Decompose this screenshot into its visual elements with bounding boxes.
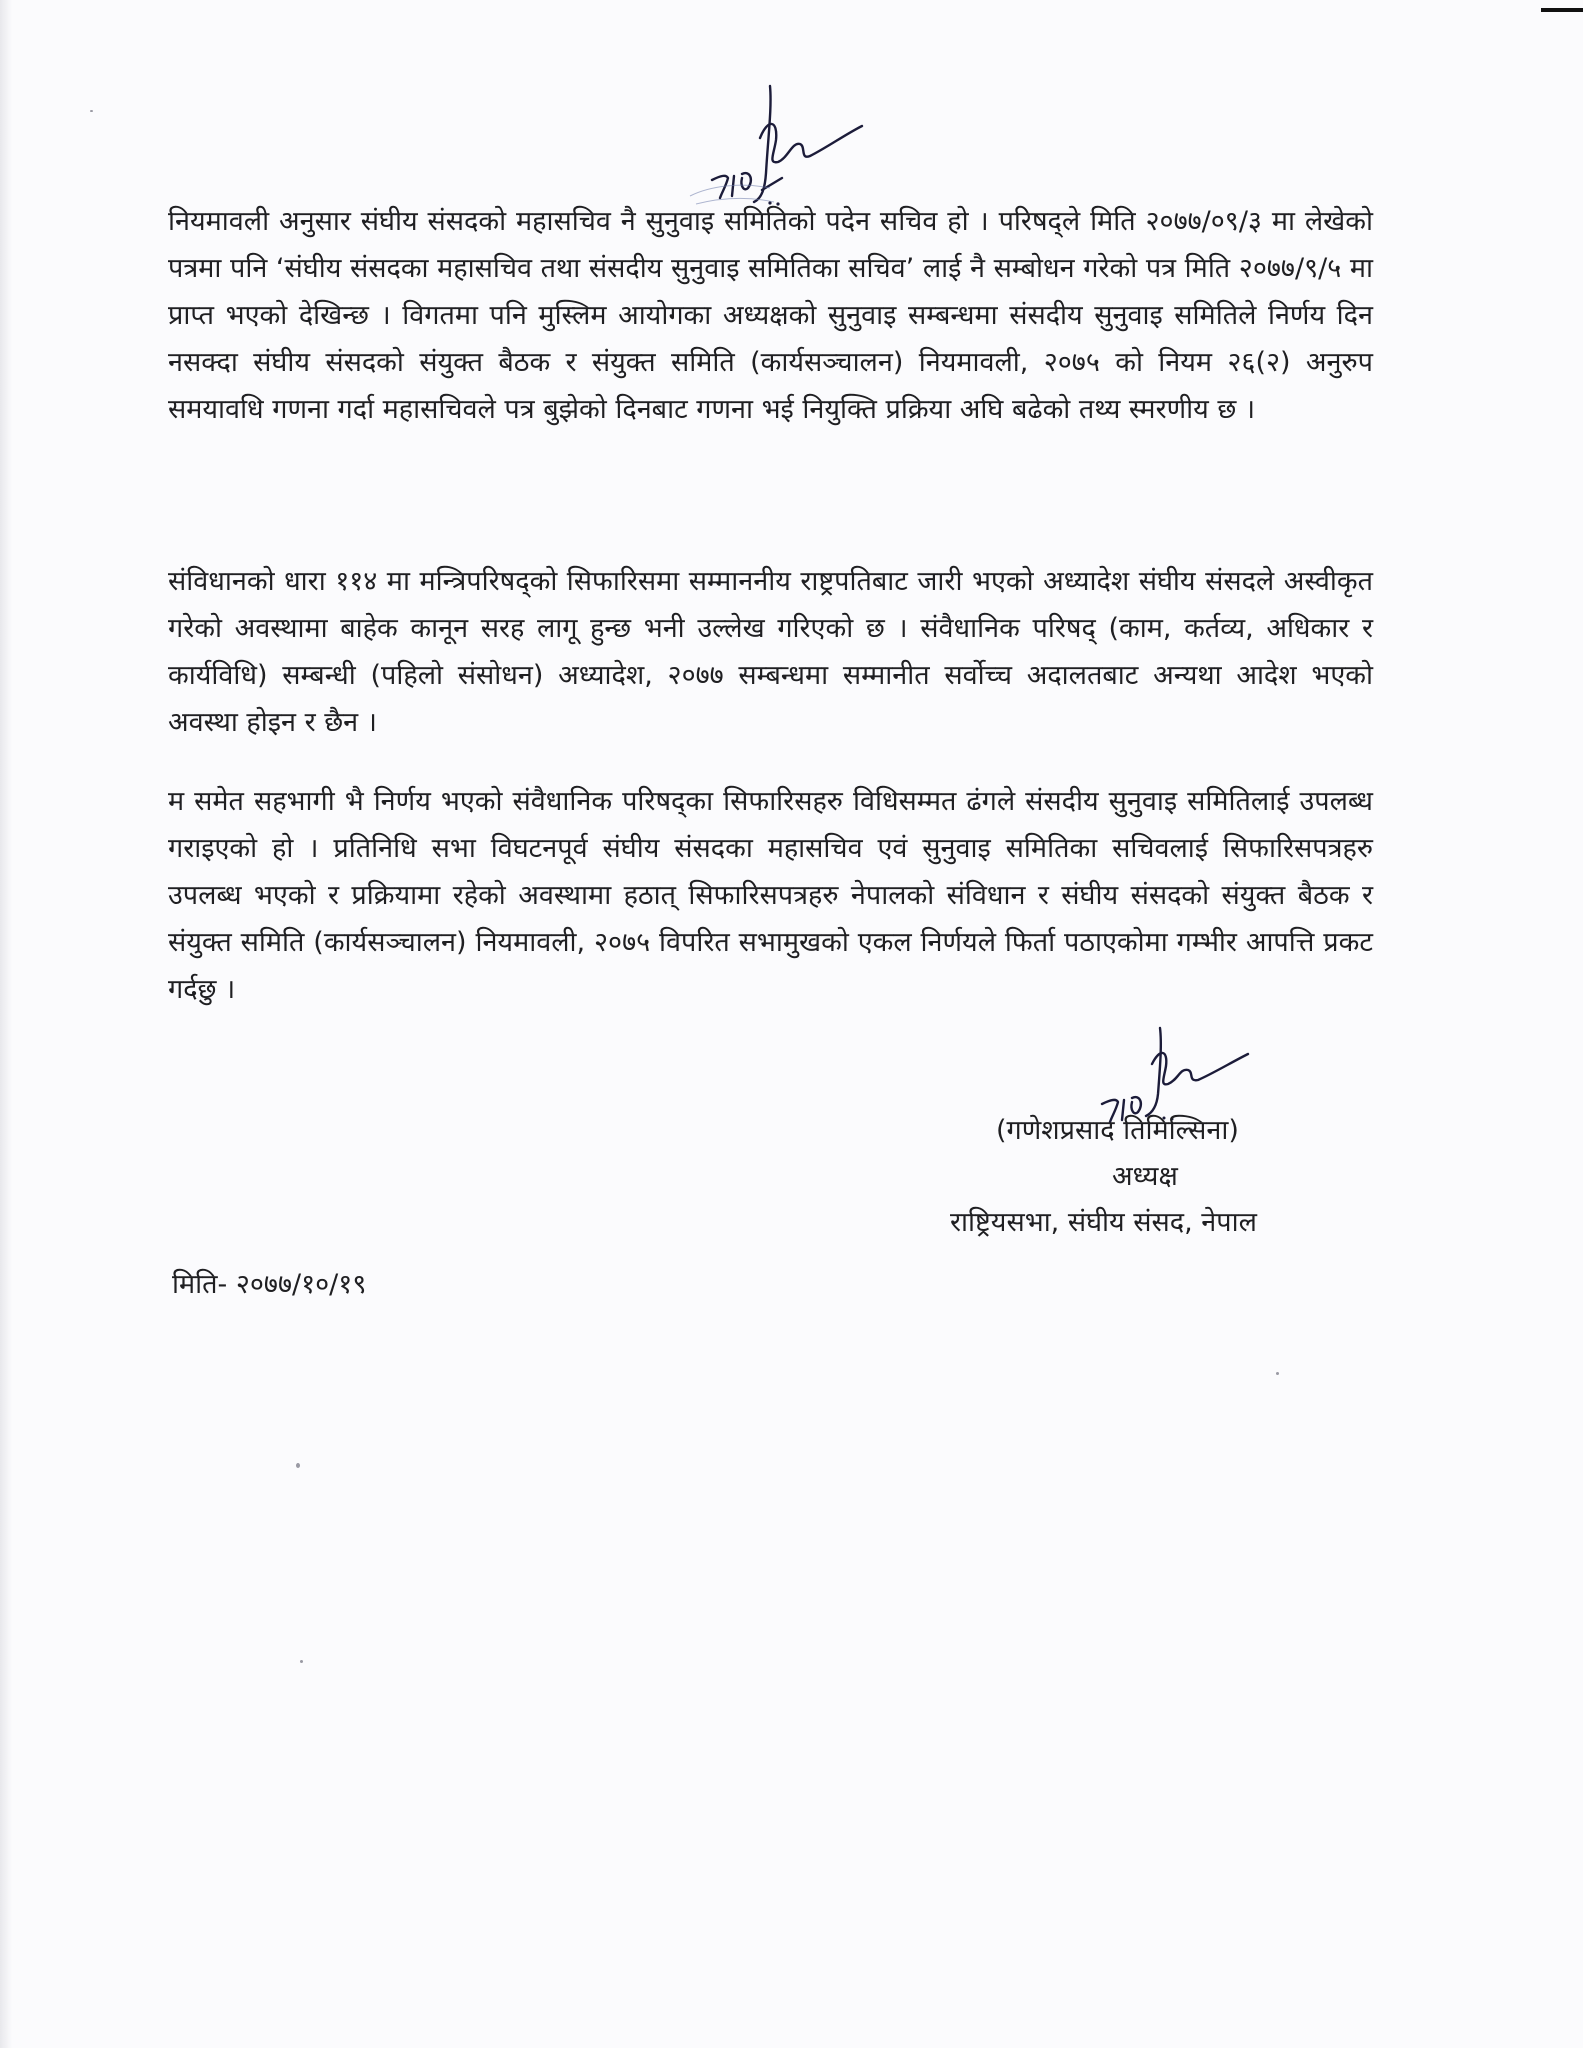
signature-block — [920, 1108, 1380, 1246]
scan-speck — [296, 1463, 300, 1468]
letter-paragraph-2: संविधानको धारा ११४ मा मन्त्रिपरिषद्को सिफारिसमा सम्माननीय राष्ट्रपतिबाट जारी भएको अध्यादेश संघीय संसदले अस्वीकृत गरेको अवस्थामा बाहेक कानून सरह लागू हुन्छ भनी उल्लेख गरिएको छ । संवैधानिक परिषद् (काम, कर्तव्य, अधिकार र कार्यविधि) सम्बन्धी (पहिलो संसोधन) अध्यादेश, २०७७ सम्बन्धमा सम्मानीत सर्वोच्च अदालतबाट अन्यथा आदेश भएको अवस्था होइन र छैन । — [168, 566, 1373, 738]
scan-speck — [1276, 1372, 1279, 1375]
signer-title: अध्यक्ष — [1112, 1161, 1178, 1192]
letter-date: मिति- २०७७/१०/१९ — [172, 1269, 367, 1300]
handwritten-signature-top — [650, 78, 870, 218]
signer-organization: राष्ट्रियसभा, संघीय संसद, नेपाल — [950, 1207, 1257, 1238]
scan-edge-shadow — [0, 0, 12, 2048]
scan-edge-mark — [1541, 8, 1583, 12]
scan-speck — [90, 110, 93, 112]
scan-speck — [300, 1660, 303, 1663]
letter-paragraph-1: नियमावली अनुसार संघीय संसदको महासचिव नै सुनुवाइ समितिको पदेन सचिव हो । परिषद्ले मिति २०७७/०९/३ मा लेखेको पत्रमा पनि ‘संघीय संसदका महासचिव तथा संसदीय सुनुवाइ समितिका सचिव’ लाई नै सम्बोधन गरेको पत्र मिति २०७७/९/५ मा प्राप्त भएको देखिन्छ । विगतमा पनि मुस्लिम आयोगका अध्यक्षको सुनुवाइ सम्बन्धमा संसदीय सुनुवाइ समितिले निर्णय दिन नसक्दा संघीय संसदको संयुक्त बैठक र संयुक्त समिति (कार्यसञ्चालन) नियमावली, २०७५ को नियम २६(२) अनुरुप समयावधि गणना गर्दा महासचिवले पत्र बुझेको दिनबाट गणना भई नियुक्ति प्रक्रिया अघि बढेको तथ्य स्मरणीय छ । — [168, 206, 1373, 425]
signer-name: (गणेशप्रसाद तिमिल्सिना) — [996, 1115, 1239, 1146]
letter-paragraph-3: म समेत सहभागी भै निर्णय भएको संवैधानिक परिषद्का सिफारिसहरु विधिसम्मत ढंगले संसदीय सुनुवाइ समितिलाई उपलब्ध गराइएको हो । प्रतिनिधि सभा विघटनपूर्व संघीय संसदका महासचिव एवं सुनुवाइ समितिका सचिवलाई सिफारिसपत्रहरु उपलब्ध भएको र प्रक्रियामा रहेको अवस्थामा हठात् सिफारिसपत्रहरु नेपालको संविधान र संघीय संसदको संयुक्त बैठक र संयुक्त समिति (कार्यसञ्चालन) नियमावली, २०७५ विपरित सभामुखको एकल निर्णयले फिर्ता पठाएकोमा गम्भीर आपत्ति प्रकट गर्दछु । — [168, 786, 1373, 1005]
